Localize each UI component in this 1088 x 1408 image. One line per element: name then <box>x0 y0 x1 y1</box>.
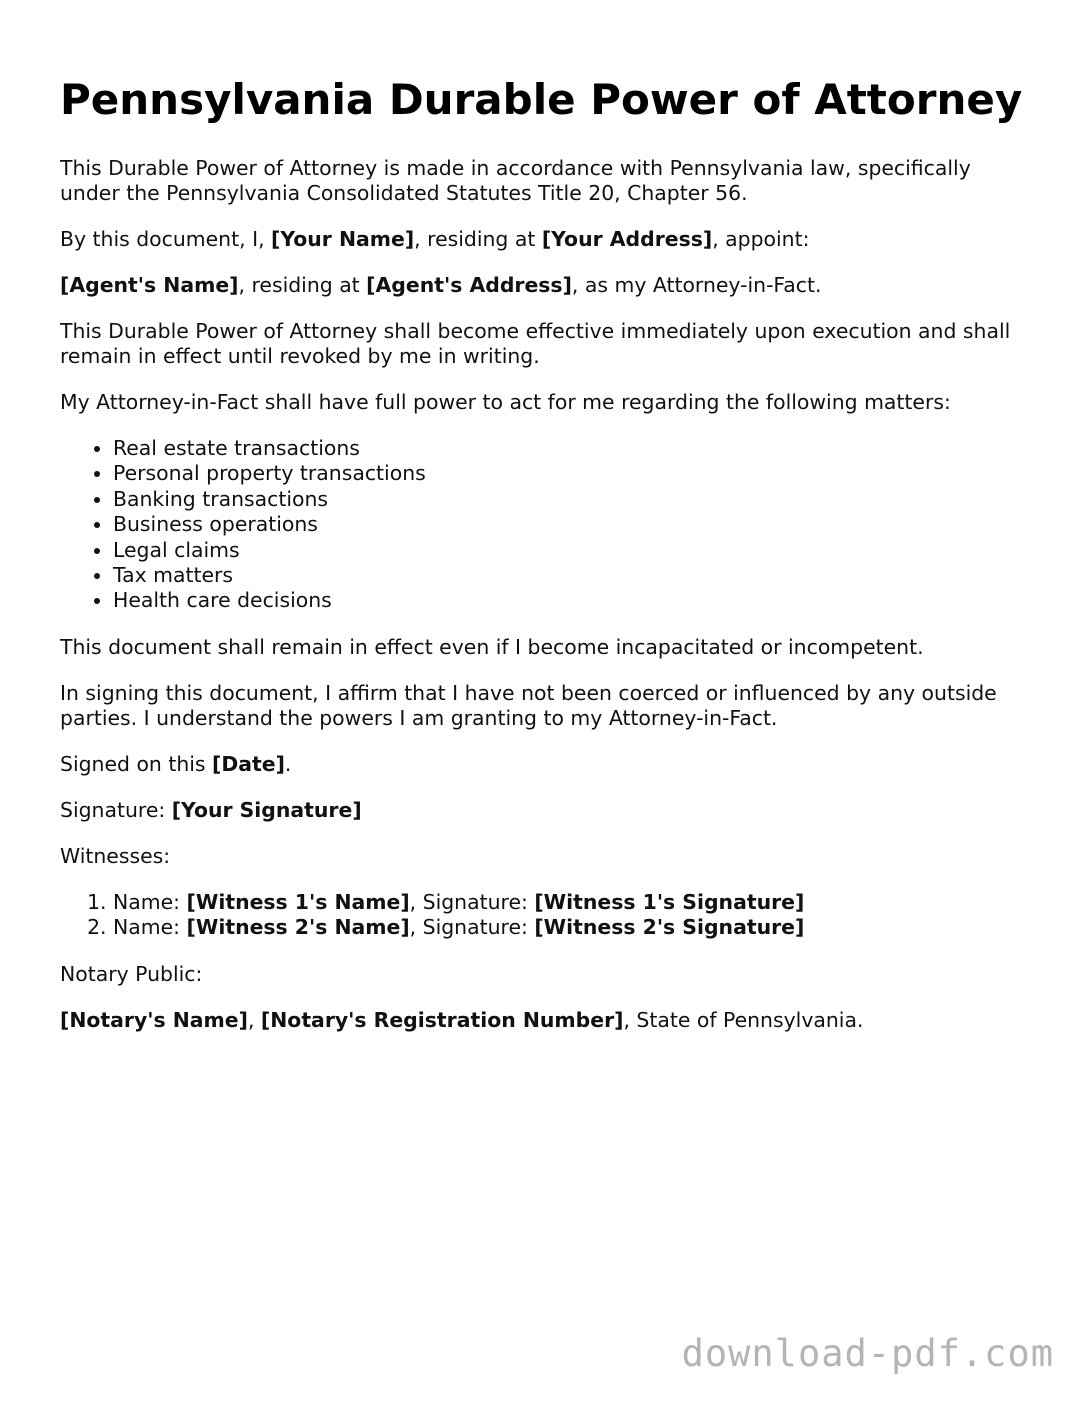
list-item: • Legal claims <box>113 538 1035 563</box>
witness-item <box>113 915 1035 940</box>
witness-signature-placeholder: [Witness 2's Signature] <box>534 915 805 940</box>
signed-prefix: Signed on this <box>60 751 213 776</box>
date-placeholder: [Date] <box>212 751 285 776</box>
witness-name-placeholder: [Witness 1's Name] <box>186 889 410 914</box>
notary-name-placeholder: [Notary's Name] <box>60 1007 248 1032</box>
intro-paragraph: This Durable Power of Attorney is made in accordance with Pennsylvania law, specifically under the Pennsylvania Consolidated Statutes Title 20, Chapter 56. <box>60 156 971 205</box>
list-item: • Business operations <box>113 512 1035 537</box>
your-address-placeholder: [Your Address] <box>541 227 713 251</box>
witnesses-list <box>60 890 1035 941</box>
notary-suffix: , State of Pennsylvania. <box>623 1007 864 1032</box>
appoint-mid: , residing at <box>414 227 542 251</box>
agent-suffix: , as my Attorney-in-Fact. <box>571 273 822 297</box>
agent-address-placeholder: [Agent's Address] <box>366 273 572 297</box>
witness-signature-label: , Signature: <box>409 889 535 914</box>
appoint-suffix: , appoint: <box>712 227 810 251</box>
document-page <box>60 74 1035 1054</box>
list-item: • Health care decisions <box>113 588 1035 613</box>
notary-label: Notary Public: <box>60 961 203 986</box>
list-item: • Personal property transactions <box>113 461 1035 486</box>
witness-item <box>113 890 1035 915</box>
witness-name-label: Name: <box>113 915 187 940</box>
notary-registration-placeholder: [Notary's Registration Number] <box>260 1007 624 1032</box>
your-name-placeholder: [Your Name] <box>271 227 415 251</box>
witnesses-label: Witnesses: <box>60 843 171 868</box>
agent-paragraph <box>60 273 1035 298</box>
notary-line <box>60 1008 1035 1033</box>
appoint-prefix: By this document, I, <box>60 227 272 251</box>
watermark: download-pdf.com <box>681 1332 1054 1375</box>
witness-signature-placeholder: [Witness 1's Signature] <box>534 889 805 914</box>
signed-suffix: . <box>284 751 292 776</box>
affirmation-paragraph: In signing this document, I affirm that I have not been coerced or influenced by any outside parties. I understand the powers I am granting to my Attorney-in-Fact. <box>60 680 997 730</box>
list-item: • Real estate transactions <box>113 436 1035 461</box>
powers-intro-paragraph: My Attorney-in-Fact shall have full power to act for me regarding the following matters: <box>60 390 951 414</box>
witness-name-placeholder: [Witness 2's Name] <box>186 915 410 940</box>
signature-label: Signature: <box>60 797 172 822</box>
signature-line <box>60 798 1035 823</box>
document-title: Pennsylvania Durable Power of Attorney <box>60 75 1023 124</box>
signature-placeholder: [Your Signature] <box>171 797 362 822</box>
witness-signature-label: , Signature: <box>409 915 535 940</box>
powers-list <box>60 436 1035 614</box>
effective-paragraph: This Durable Power of Attorney shall become effective immediately upon execution and shall remain in effect until revoked by me in writing. <box>60 319 1011 368</box>
agent-mid: , residing at <box>238 273 367 297</box>
notary-separator: , <box>247 1007 261 1032</box>
durability-paragraph: This document shall remain in effect even if I become incapacitated or incompetent. <box>60 634 924 659</box>
agent-name-placeholder: [Agent's Name] <box>60 273 239 297</box>
list-item: • Banking transactions <box>113 487 1035 512</box>
signed-date-line <box>60 752 1035 777</box>
list-item: • Tax matters <box>113 563 1035 588</box>
witness-name-label: Name: <box>113 889 187 914</box>
appointment-paragraph <box>60 227 1035 252</box>
